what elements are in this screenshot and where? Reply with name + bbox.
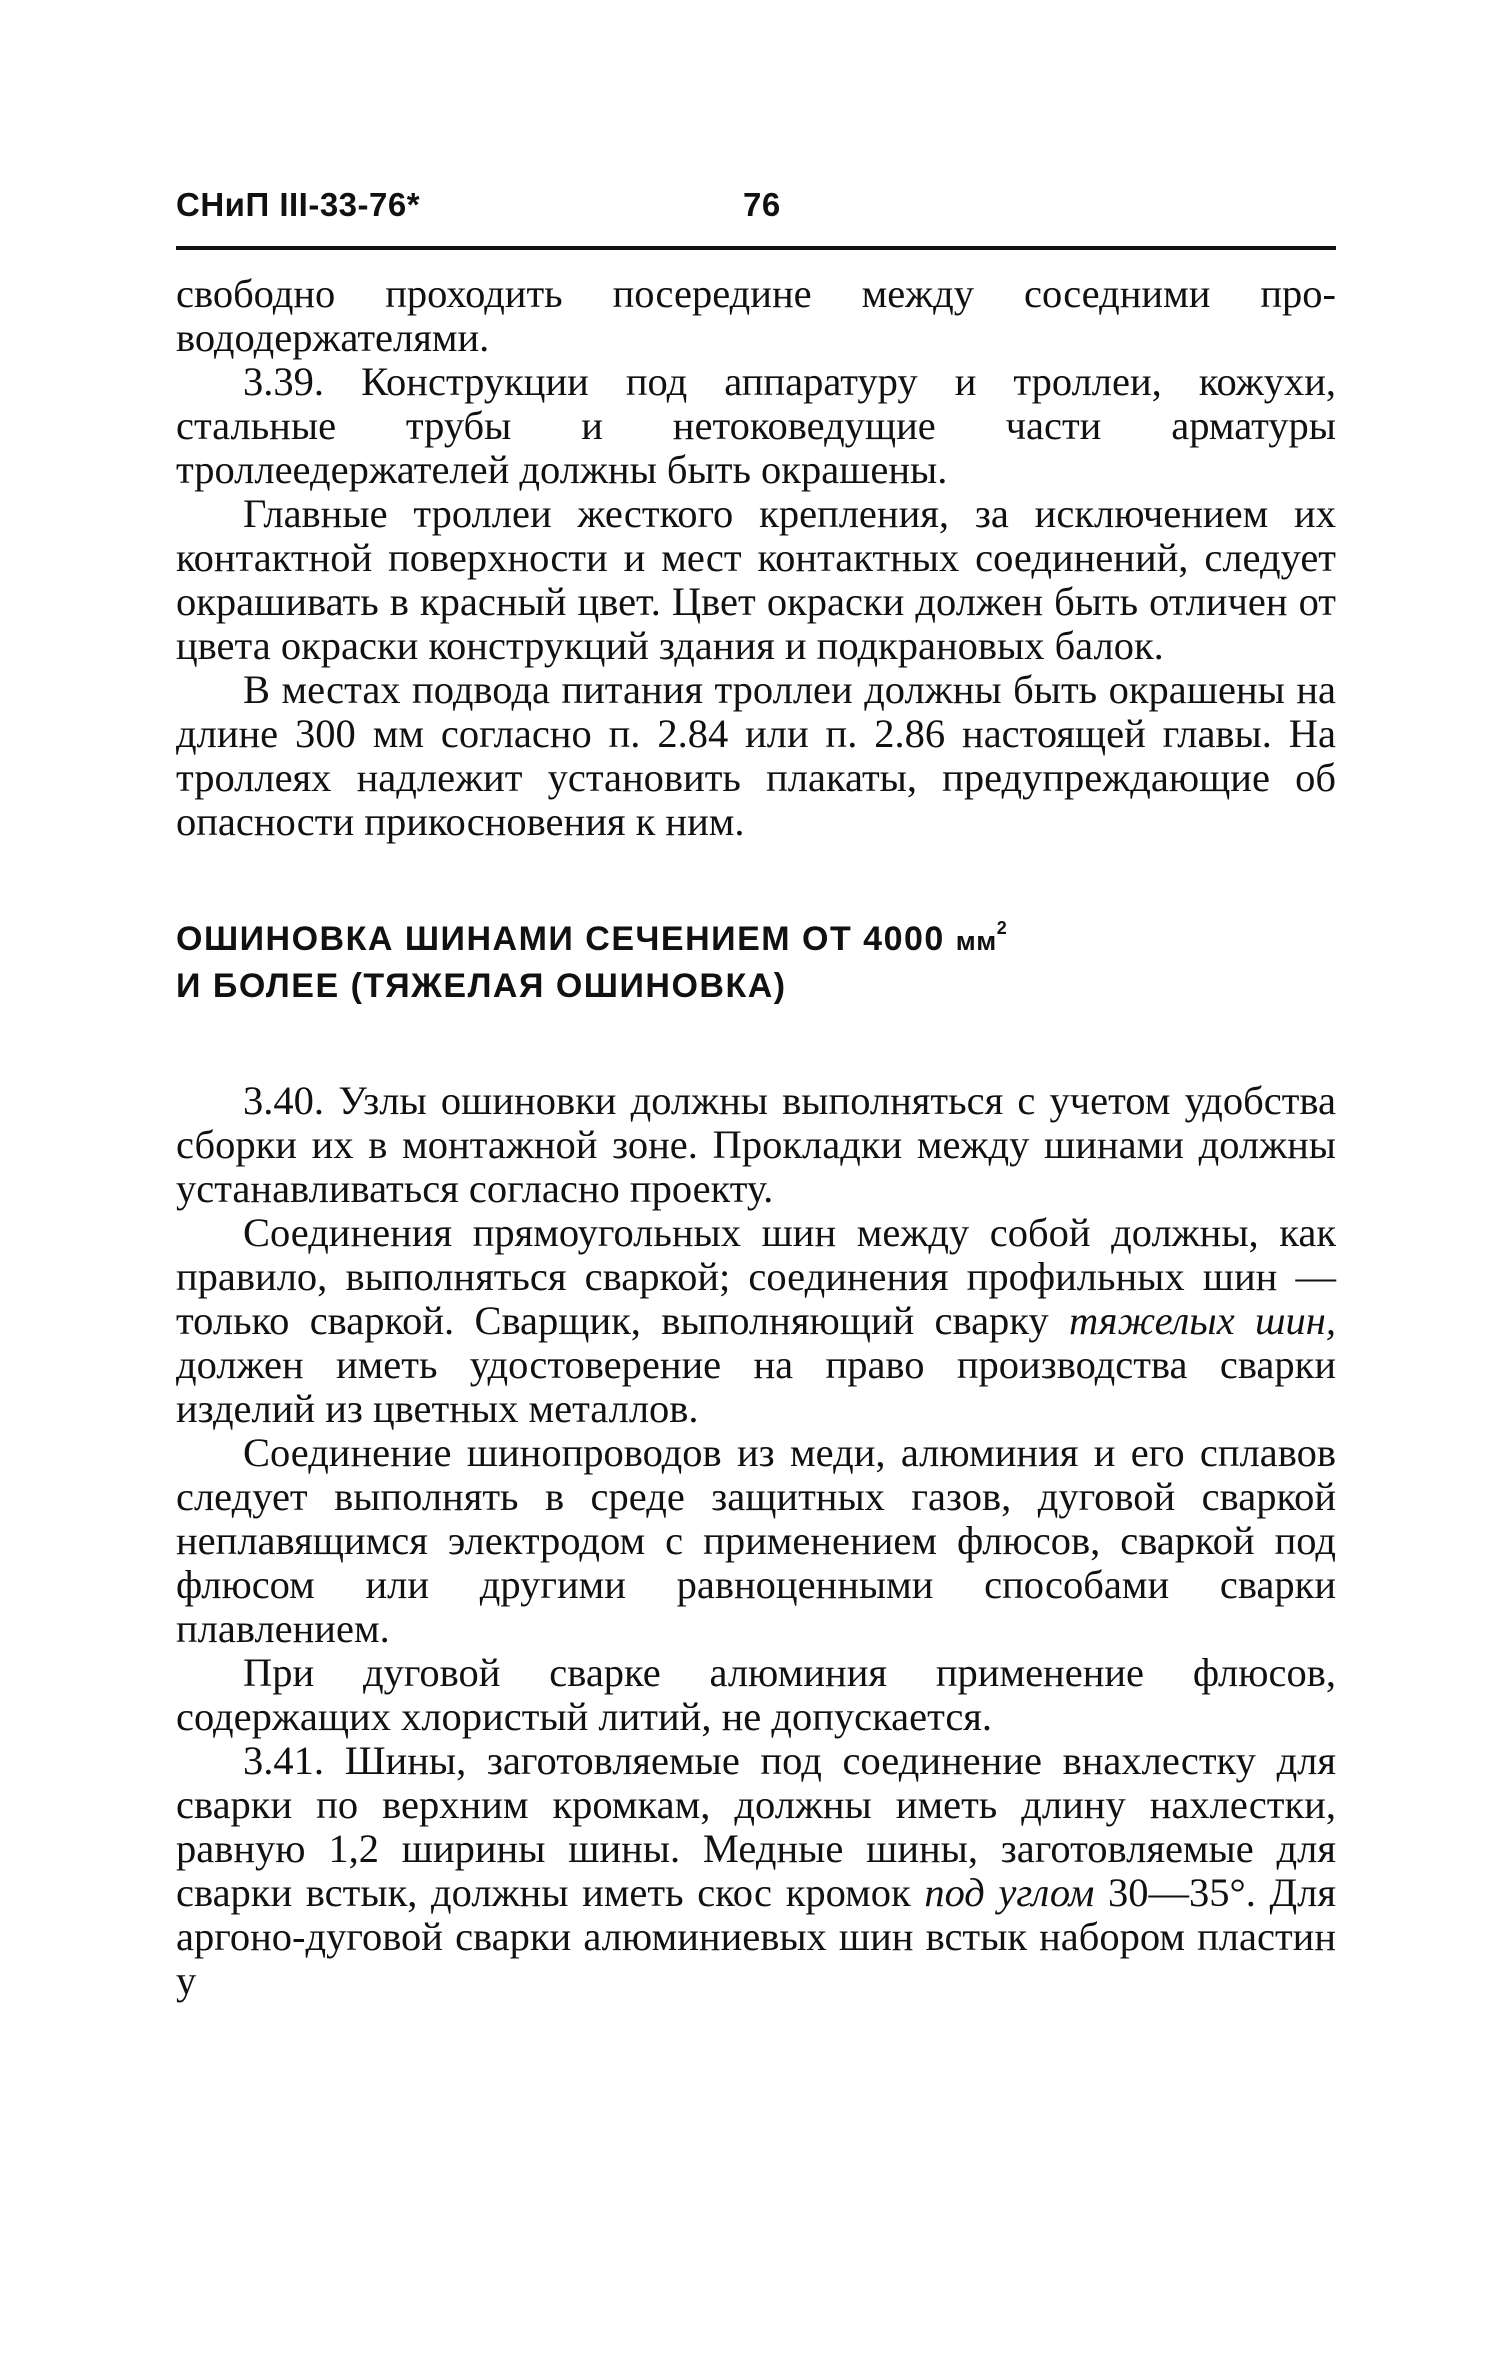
italic-text: тяжелых шин, [1068,1298,1336,1343]
clause-text: Конструкции под аппаратуру и троллеи, кожухи, стальные трубы и нетоковедущие части арматуры троллеедержателей должны быть окрашены. [176,359,1336,492]
clause-text-part: Соединения прямоугольных шин между собой должны, как правило, выполняться сваркой; соединения профильных шин — только сваркой. Сварщик, выполняющий сварку [176,1210,1336,1343]
clause-number: 3.41. [243,1738,324,1783]
clause-3-39-paragraph-2: Главные троллеи жесткого крепления, за исключением их контактной поверхности и мест контактных соединений, следует окрашивать в красный цвет. Цвет окраски должен быть отличен от цвета окраски конструкций здания и подкрановых балок. [176,491,1336,668]
clause-number: 3.39. [243,359,324,404]
clause-text: Узлы ошиновки должны выполняться с учетом удобства сборки их в монтажной зоне. Прокладки между шинами должны устанавливаться согласно проекту. [176,1078,1336,1211]
clause-3-39-paragraph-1 [176,360,1336,492]
heading-unit: мм [955,926,997,956]
clause-3-40-paragraph-2 [176,1211,1336,1431]
clause-3-41-paragraph-1 [176,1739,1336,2003]
section-heading [176,917,1336,1009]
clause-3-40-paragraph-3: Соединение шинопроводов из меди, алюминия и его сплавов следует выполнять в среде защитных газов, дуговой сваркой неплавящимся электродом с применением флюсов, сваркой под флюсом или другими равноценными способами сварки плавлением. [176,1430,1336,1651]
running-header [176,186,1336,236]
clause-number: 3.40. [243,1078,324,1123]
section-heading-line-2: И БОЛЕЕ (ТЯЖЕЛАЯ ОШИНОВКА) [176,967,787,1005]
clause-3-40-paragraph-1 [176,1079,1336,1211]
page-number: 76 [743,186,781,223]
document-code: СНиП III-33-76* [176,186,421,223]
continued-paragraph: свободно проходить посередине между соседними провододержателями. [176,271,1336,360]
document-page [176,186,1336,2003]
body-text [176,272,1336,2003]
header-rule [176,246,1336,250]
clause-text-part: Шины, заготовляемые под соединение внахлестку для сварки по верхним кромкам, должны иметь длину нахлестки, равную 1,2 ширины шины. Медные шины, заготовляемые для сварки встык, должны иметь скос кромок [176,1738,1337,1915]
clause-3-40-paragraph-4: При дуговой сварке алюминия применение флюсов, содержащих хлористый литий, не допускается. [176,1650,1336,1739]
clause-3-39-paragraph-3: В местах подвода питания троллеи должны быть окрашены на длине 300 мм согласно п. 2.84 или п. 2.86 настоящей главы. На троллеях надлежит установить плакаты, предупреждающие об опасности прикосновения к ним. [176,667,1336,844]
heading-text: ОШИНОВКА ШИНАМИ СЕЧЕНИЕМ ОТ 4000 [176,920,945,958]
section-heading-line-1 [176,917,1336,964]
italic-text: под углом [924,1870,1095,1915]
clause-text-part: должен иметь удостоверение на право производства сварки изделий из цветных металлов. [176,1342,1336,1431]
heading-superscript: 2 [996,918,1009,938]
clause-text-part: 30—35°. Для аргоно-дуговой сварки алюминиевых шин встык набором пластин у [176,1870,1336,2003]
